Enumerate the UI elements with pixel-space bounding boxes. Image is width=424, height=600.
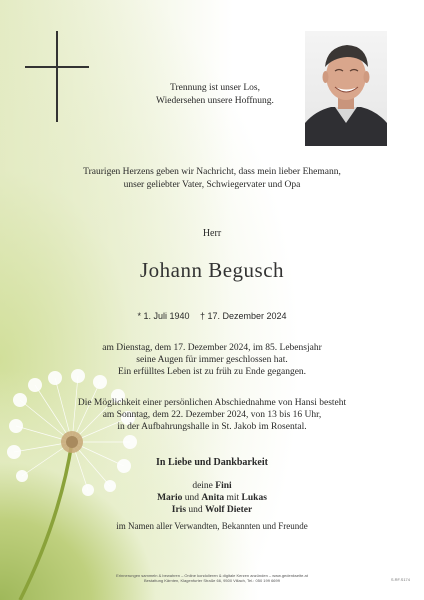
child1-name: Mario [157, 493, 183, 503]
quote-line-1: Trennung ist unser Los, [170, 83, 260, 93]
quote-line-2: Wiedersehen unsere Hoffnung. [156, 96, 274, 106]
wife-name: Fini [215, 481, 232, 491]
family-list [0, 480, 424, 516]
death-notice [0, 342, 424, 378]
child2-partner: Wolf Dieter [205, 505, 253, 515]
farewell-line-2: am Sonntag, dem 22. Dezember 2024, von 13 bis 16 Uhr, [102, 410, 322, 420]
child1-partner: Anita [201, 493, 225, 503]
life-dates [0, 311, 424, 321]
wife-prefix: deine [192, 481, 213, 491]
salutation: Herr [202, 228, 222, 239]
cross-icon-vertical [56, 31, 58, 122]
closing-phrase: In Liebe und Dankbarkeit [156, 457, 268, 468]
death-notice-line-1: am Dienstag, dem 17. Dezember 2024, im 85. Lebensjahr [102, 343, 322, 353]
footer-line-2: Bestattung Kärnten, Klagenfurter Straße 66, 9500 Villach, Tel.: 050 199 6699 [144, 578, 280, 583]
death-date: † 17. Dezember 2024 [200, 311, 287, 321]
relatives-line: im Namen aller Verwandten, Bekannten und Freunde [116, 521, 308, 531]
child2-conj: und [188, 505, 203, 515]
deceased-name: Johann Begusch [139, 258, 285, 282]
farewell-line-3: in der Aufbahrungshalle in St. Jakob im Rosental. [117, 422, 307, 432]
grandchild-name: Lukas [241, 493, 267, 503]
child1-with: mit [226, 493, 240, 503]
birth-date: * 1. Juli 1940 [137, 311, 190, 321]
death-notice-line-2: seine Augen für immer geschlossen hat. [136, 355, 288, 365]
intro-line-2: unser geliebter Vater, Schwiegervater und Opa [123, 180, 301, 190]
print-code: S.RF.S174 [390, 577, 410, 582]
family-line-child1 [0, 492, 424, 504]
farewell-info [0, 397, 424, 433]
quote [95, 82, 335, 108]
child1-conj: und [184, 493, 200, 503]
footer [0, 573, 424, 583]
child2-name: Iris [171, 505, 187, 515]
family-line-child2 [0, 504, 424, 516]
intro-line-1: Traurigen Herzens geben wir Nachricht, dass mein lieber Ehemann, [83, 167, 341, 177]
cross-icon-horizontal [25, 66, 89, 68]
footer-line-1: Erinnerungen sammeln & bewahren – Online kondolieren & digitale Kerzen anzünden – www.gedenkseite.at [116, 573, 308, 578]
death-notice-line-3: Ein erfülltes Leben ist zu früh zu Ende gegangen. [117, 367, 307, 377]
intro-text [40, 166, 384, 192]
farewell-line-1: Die Möglichkeit einer persönlichen Abschiednahme von Hansi besteht [77, 398, 347, 408]
family-line-wife [0, 480, 424, 492]
